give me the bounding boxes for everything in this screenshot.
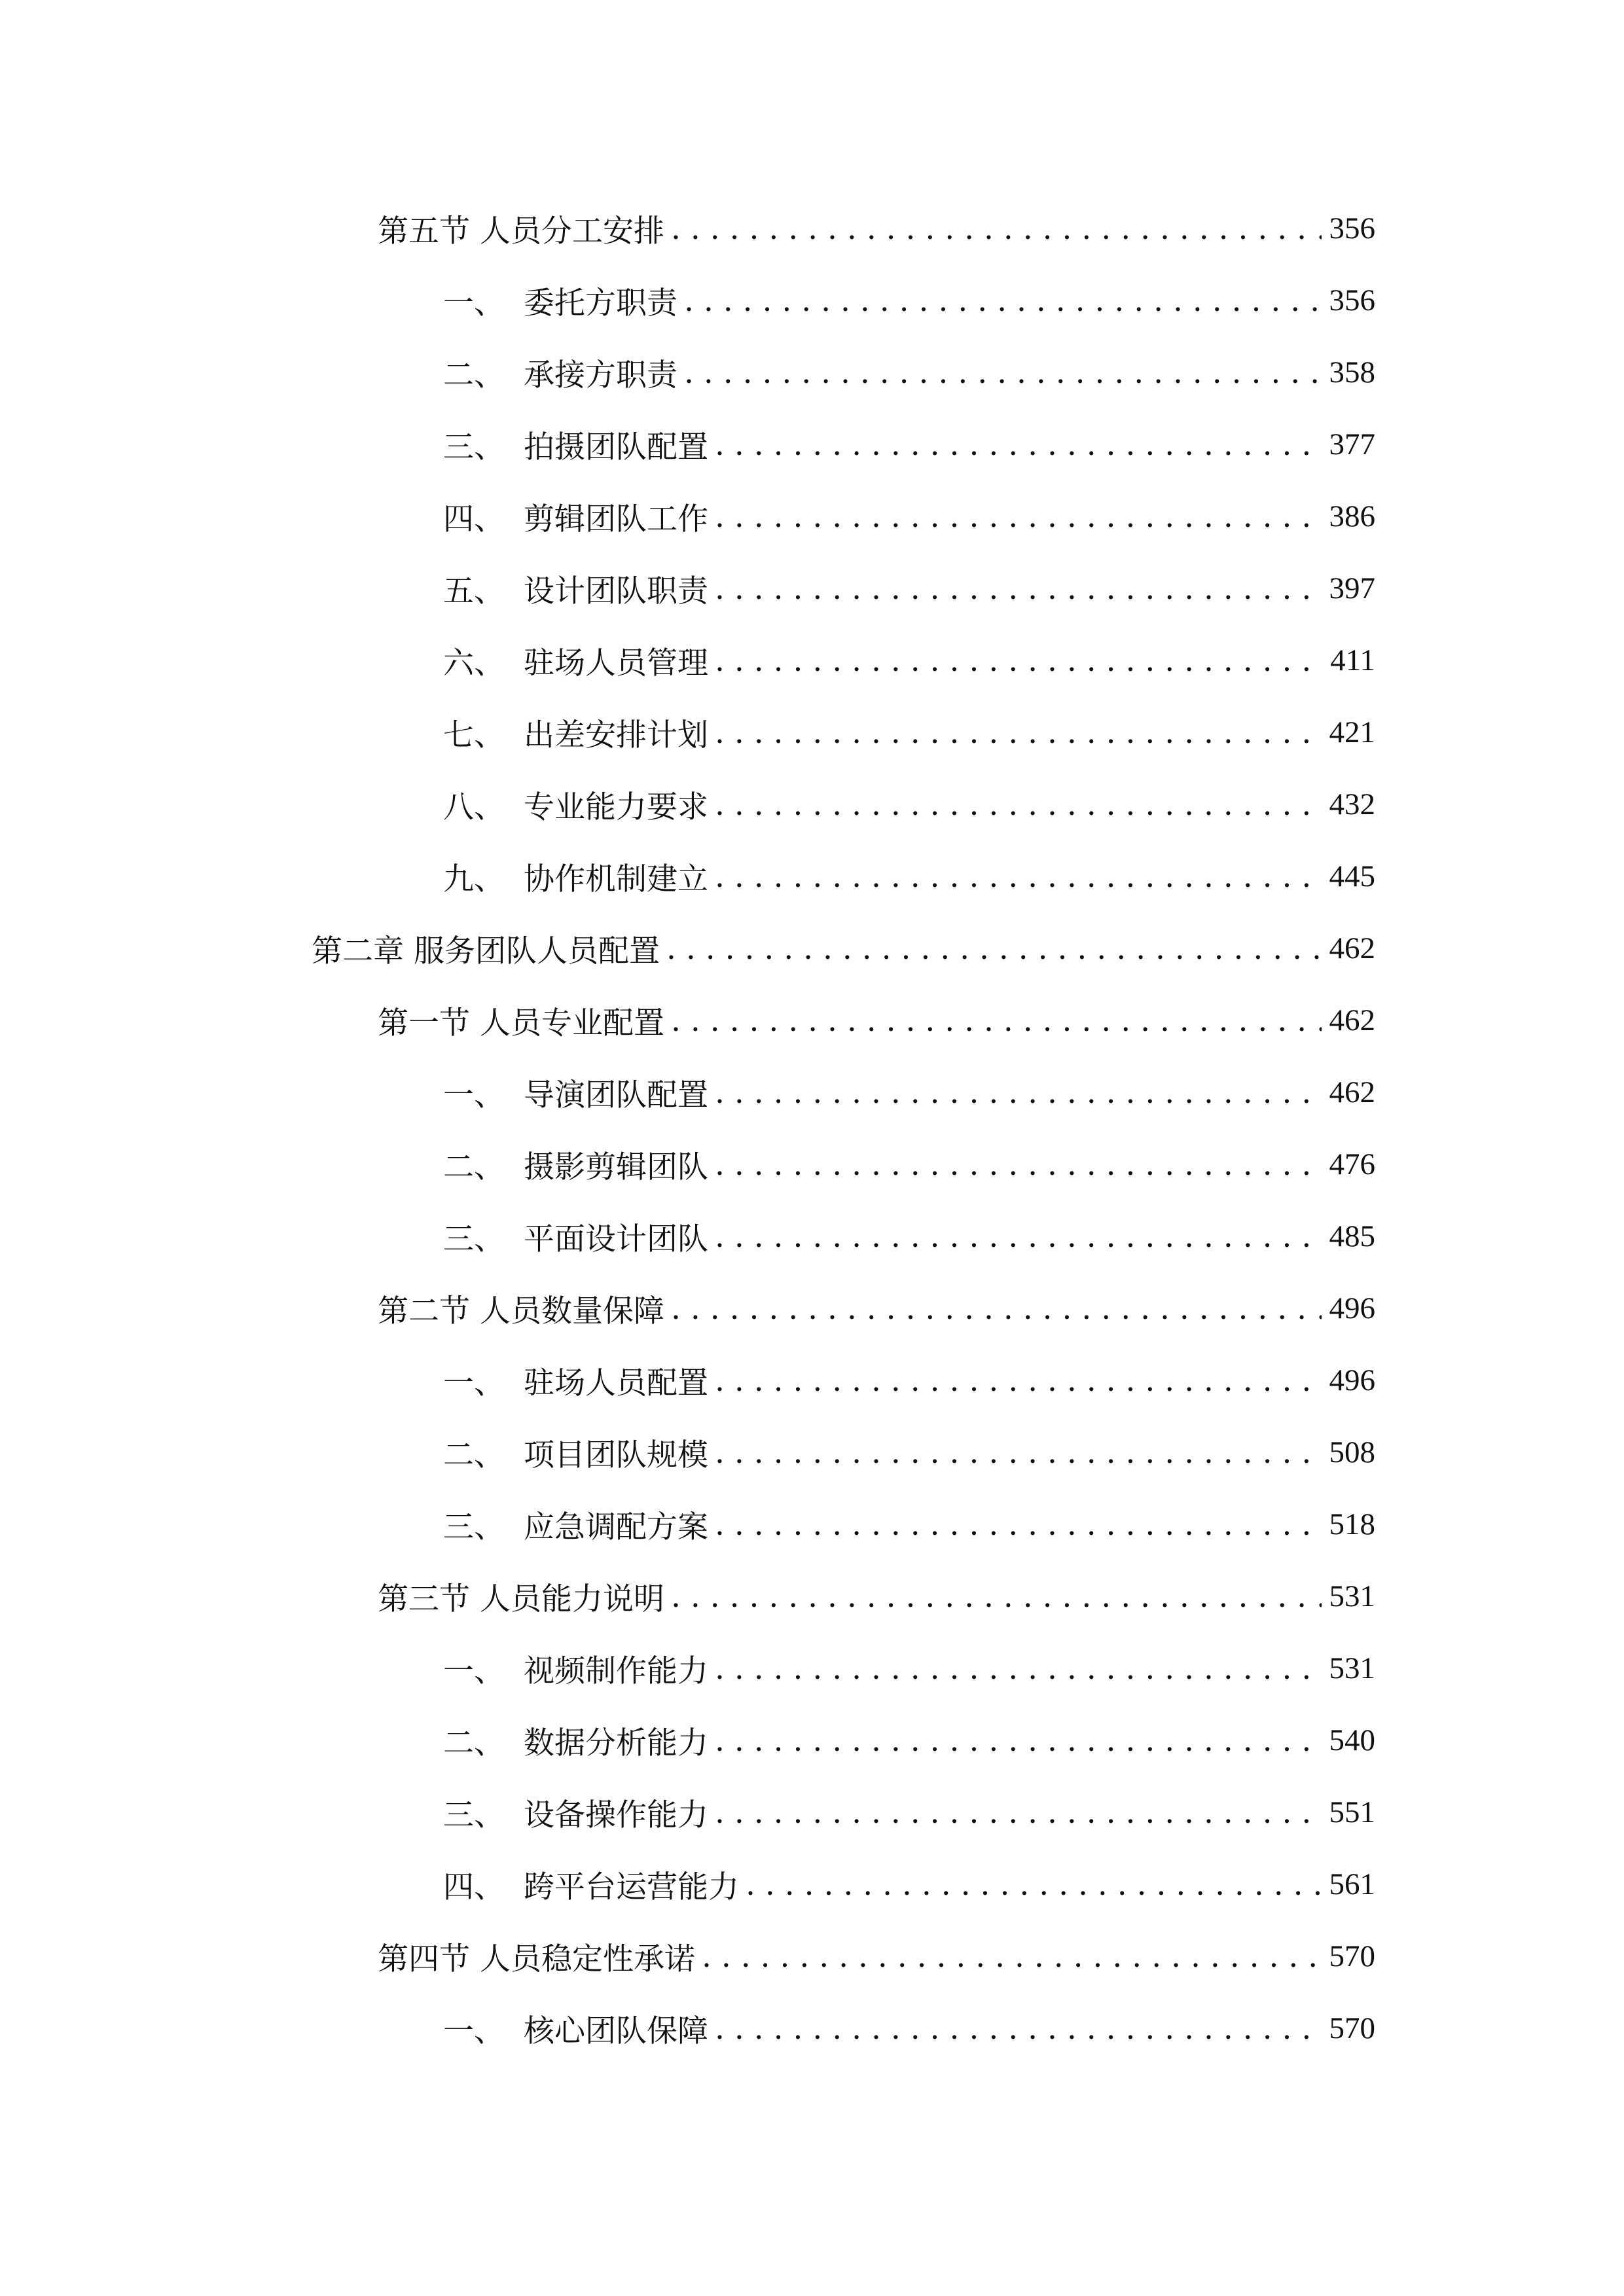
toc-entry[interactable] [378,1920,1375,1992]
toc-entry-title: 承接方职责 [524,357,677,393]
toc-entry-page: 462 [1329,931,1375,965]
toc-entry-number: 一、 [443,1365,505,1401]
dot-leader [715,715,1322,751]
toc-entry-page: 561 [1329,1867,1375,1901]
toc-entry-page: 356 [1329,211,1375,245]
dot-leader [715,1219,1322,1255]
toc-entry-page: 531 [1329,1579,1375,1613]
toc-entry-page: 386 [1329,499,1375,533]
toc-entry-page: 358 [1329,355,1375,389]
dot-leader [746,1867,1322,1903]
toc-entry-page: 540 [1329,1723,1375,1757]
toc-entry-page: 397 [1329,571,1375,605]
toc-entry-page: 570 [1329,1939,1375,1973]
toc-entry-title: 摄影剪辑团队 [524,1149,708,1185]
toc-entry-number: 二、 [443,1437,505,1473]
toc-entry-number: 五、 [443,573,505,609]
toc-entry-title: 驻场人员管理 [524,645,708,681]
toc-entry-page: 496 [1329,1291,1375,1325]
dot-leader [671,1579,1322,1615]
toc-entry-title: 拍摄团队配置 [524,429,708,465]
dot-leader [715,1147,1322,1183]
toc-entry-page: 476 [1329,1147,1375,1181]
toc-entry-title: 委托方职责 [524,285,677,321]
toc-entry[interactable] [312,912,1375,984]
toc-entry-page: 508 [1329,1435,1375,1469]
toc-entry[interactable] [443,480,1375,552]
toc-entry-title: 核心团队保障 [524,2013,708,2049]
toc-entry-number: 二、 [443,1149,505,1185]
dot-leader [715,1795,1322,1831]
toc-entry-number: 一、 [443,285,505,321]
dot-leader [715,643,1322,679]
toc-entry[interactable] [378,1272,1375,1344]
dot-leader [715,1075,1322,1111]
toc-entry-title: 驻场人员配置 [524,1365,708,1401]
toc-entry-title: 第二章 服务团队人员配置 [312,933,660,969]
toc-entry[interactable] [378,192,1375,264]
toc-entry-title: 出差安排计划 [524,717,708,753]
toc-entry-title: 第一节 人员专业配置 [378,1005,664,1041]
toc-entry-page: 356 [1329,283,1375,317]
toc-entry-title: 应急调配方案 [524,1509,708,1545]
dot-leader [666,931,1322,967]
dot-leader [715,427,1322,463]
dot-leader [715,859,1322,895]
toc-entry-title: 视频制作能力 [524,1653,708,1689]
toc-entry[interactable] [443,1848,1375,1920]
toc-entry-number: 七、 [443,717,505,753]
toc-entry-number: 八、 [443,789,505,825]
toc-entry[interactable] [443,1056,1375,1128]
dot-leader [715,499,1322,535]
toc-entry-page: 462 [1329,1003,1375,1037]
toc-entry-number: 二、 [443,357,505,393]
toc-entry-title: 第四节 人员稳定性承诺 [378,1941,695,1977]
toc-entry-page: 496 [1329,1363,1375,1397]
dot-leader [684,283,1322,319]
toc-entry-title: 导演团队配置 [524,1077,708,1113]
toc-entry-number: 一、 [443,1653,505,1689]
toc-entry-number: 二、 [443,1725,505,1761]
toc-entry[interactable] [378,984,1375,1056]
toc-entry-page: 445 [1329,859,1375,893]
toc-entry-page: 485 [1329,1219,1375,1253]
toc-entry[interactable] [443,552,1375,624]
toc-entry-title: 设备操作能力 [524,1797,708,1833]
dot-leader [715,1435,1322,1471]
toc-entry[interactable] [443,1200,1375,1272]
toc-entry-title: 数据分析能力 [524,1725,708,1761]
toc-entry[interactable] [443,1344,1375,1416]
toc-entry-number: 三、 [443,429,505,465]
dot-leader [715,1363,1322,1399]
toc-entry[interactable] [443,1776,1375,1848]
toc-entry-number: 三、 [443,1221,505,1257]
dot-leader [715,787,1322,823]
toc-entry[interactable] [443,1416,1375,1488]
toc-entry-number: 四、 [443,1869,505,1905]
toc-entry-title: 剪辑团队工作 [524,501,708,537]
dot-leader [671,1003,1322,1039]
toc-entry-number: 三、 [443,1797,505,1833]
dot-leader [671,211,1322,247]
toc-entry[interactable] [443,336,1375,408]
toc-entry[interactable] [443,1992,1375,2064]
dot-leader [702,1939,1322,1975]
toc-entry-page: 411 [1330,643,1375,677]
toc-entry-page: 518 [1329,1507,1375,1541]
toc-entry-number: 九、 [443,861,505,897]
toc-entry[interactable] [443,1704,1375,1776]
toc-entry-title: 平面设计团队 [524,1221,708,1257]
toc-entry-title: 第三节 人员能力说明 [378,1581,664,1617]
toc-entry-title: 协作机制建立 [524,861,708,897]
toc-entry-page: 377 [1329,427,1375,461]
toc-entry-title: 第五节 人员分工安排 [378,213,664,249]
toc-entry[interactable] [443,840,1375,912]
toc-entry[interactable] [378,1560,1375,1632]
toc-entry[interactable] [443,1488,1375,1560]
toc-entry[interactable] [443,768,1375,840]
dot-leader [715,2011,1322,2047]
toc-entry-page: 421 [1329,715,1375,749]
toc-entry-page: 570 [1329,2011,1375,2045]
toc-entry-number: 一、 [443,2013,505,2049]
toc-entry[interactable] [443,264,1375,336]
dot-leader [684,355,1322,391]
dot-leader [715,571,1322,607]
toc-entry-page: 432 [1329,787,1375,821]
toc-entry-page: 551 [1329,1795,1375,1829]
toc-entry[interactable] [443,1632,1375,1704]
dot-leader [671,1291,1322,1327]
toc-entry[interactable] [443,1128,1375,1200]
toc-entry-title: 设计团队职责 [524,573,708,609]
dot-leader [715,1723,1322,1759]
toc-entry-title: 专业能力要求 [524,789,708,825]
toc-entry-number: 三、 [443,1509,505,1545]
dot-leader [715,1507,1322,1543]
toc-entry[interactable] [443,408,1375,480]
toc-entry-title: 第二节 人员数量保障 [378,1293,664,1329]
toc-entry[interactable] [443,696,1375,768]
toc-entry-page: 531 [1329,1651,1375,1685]
dot-leader [715,1651,1322,1687]
toc-entry-number: 一、 [443,1077,505,1113]
toc-entry-page: 462 [1329,1075,1375,1109]
toc-entry-number: 六、 [443,645,505,681]
toc-entry-title: 项目团队规模 [524,1437,708,1473]
toc-entry-number: 四、 [443,501,505,537]
toc-entry[interactable] [443,624,1375,696]
toc-entry-title: 跨平台运营能力 [524,1869,739,1905]
